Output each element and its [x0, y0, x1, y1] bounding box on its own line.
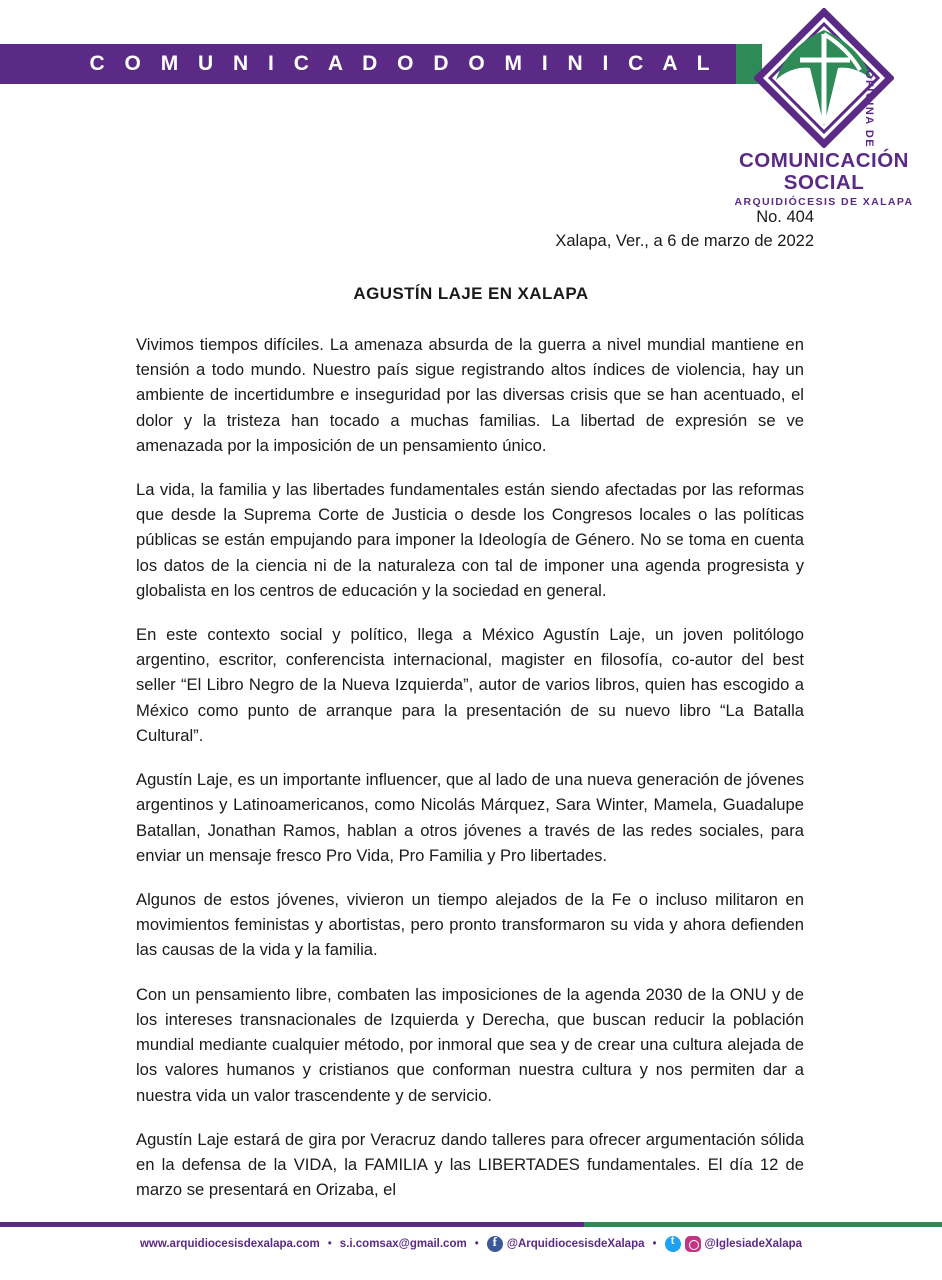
footer-separator: •	[652, 1238, 657, 1250]
page-title: AGUSTÍN LAJE EN XALAPA	[353, 283, 589, 303]
diamond-cross-logo-icon	[754, 8, 894, 148]
footer-facebook[interactable]	[487, 1236, 645, 1252]
document-meta	[0, 206, 942, 254]
instagram-icon	[685, 1236, 701, 1252]
twitter-icon	[665, 1236, 681, 1252]
footer-contacts	[0, 1236, 942, 1252]
logo-subtitle: ARQUIDIÓCESIS DE XALAPA	[734, 196, 914, 209]
paragraph: Agustín Laje, es un importante influencer, que al lado de una nueva generación de jóvenes argentinos y Latinoamericanos, como Nicolás Márquez, Sara Winter, Mamela, Guadalupe Batallan, Jonathan Ramos, hablan a otros jóvenes a través de las redes sociales, para enviar un mensaje fresco Pro Vida, Pro Familia y Pro libertades.	[136, 770, 804, 865]
banner-purple-block	[0, 44, 736, 84]
paragraph: Algunos de estos jóvenes, vivieron un tiempo alejados de la Fe o incluso militaron en movimientos feministas y abortistas, pero pronto transformaron su vida y ahora defienden las causas de la vida y la familia.	[136, 890, 804, 960]
banner-title: C O M U N I C A D O D O M I N I C A L	[89, 52, 717, 75]
document-number: No. 404	[756, 208, 814, 226]
paragraph: En este contexto social y político, llega a México Agustín Laje, un joven politólogo argentino, escritor, conferencista internacional, magister en filosofía, co-autor del best seller “El Libro Negro de la Nueva Izquierda”, autor de varios libros, quien has escogido a México como punto de arranque para la presentación de su nuevo libro “La Batalla Cultural”.	[136, 625, 804, 745]
footer-twitter-instagram[interactable]	[665, 1236, 803, 1252]
svg-text:OFICINA DE: OFICINA DE	[863, 70, 875, 148]
paragraph: La vida, la familia y las libertades fundamentales están siendo afectadas por las reformas que desde la Suprema Corte de Justicia o desde los Congresos locales o las políticas públicas se están empujando para imponer la Ideología de Género. No se toma en cuenta los datos de la ciencia ni de la naturaleza con tal de imponer una agenda progresista y globalista en los centros de educación y la sociedad en general.	[136, 479, 804, 600]
document-footer	[0, 1222, 942, 1280]
paragraph: Con un pensamiento libre, combaten las imposiciones de la agenda 2030 de la ONU y de los intereses transnacionales de Izquierda y Derecha, que buscan reducir la población mundial mediante cualquier método, por inmoral que sea y de crear una cultura alejada de los valores humanos y cristianos que conforman nuestra cultura y nos permiten dar a nuestra vida un valor trascendente y de servicio.	[136, 984, 804, 1105]
footer-facebook-handle: @ArquidiocesisdeXalapa	[506, 1238, 645, 1250]
document-place-date: Xalapa, Ver., a 6 de marzo de 2022	[555, 231, 814, 250]
paragraph: Vivimos tiempos difíciles. La amenaza absurda de la guerra a nivel mundial mantiene en tensión a todo mundo. Nuestro país sigue registrando altos índices de violencia, hay un ambiente de incertidumbre e inseguridad por las diversas crisis que se han acentuado, el dolor y la tristeza han tocado a muchas familias. La libertad de expresión se ve amenazada por la imposición de un pensamiento único.	[136, 334, 804, 455]
logo-title: COMUNICACIÓN SOCIAL	[739, 149, 909, 194]
footer-separator: •	[327, 1238, 332, 1250]
document-body	[0, 332, 942, 1203]
footer-divider	[0, 1222, 942, 1227]
footer-website[interactable]: www.arquidiocesisdexalapa.com	[139, 1238, 320, 1250]
footer-social-handle: @IglesiadeXalapa	[704, 1238, 803, 1250]
document-header	[0, 0, 942, 209]
organization-logo	[714, 8, 934, 208]
facebook-icon	[487, 1236, 503, 1252]
banner-bar	[0, 44, 762, 84]
footer-separator: •	[474, 1238, 479, 1250]
footer-email[interactable]: s.i.comsax@gmail.com	[339, 1238, 467, 1250]
paragraph: Agustín Laje estará de gira por Veracruz dando talleres para ofrecer argumentación sólida en la defensa de la VIDA, la FAMILIA y las LIBERTADES fundamentales. El día 12 de marzo se presentará en Orizaba, el	[136, 1129, 804, 1200]
